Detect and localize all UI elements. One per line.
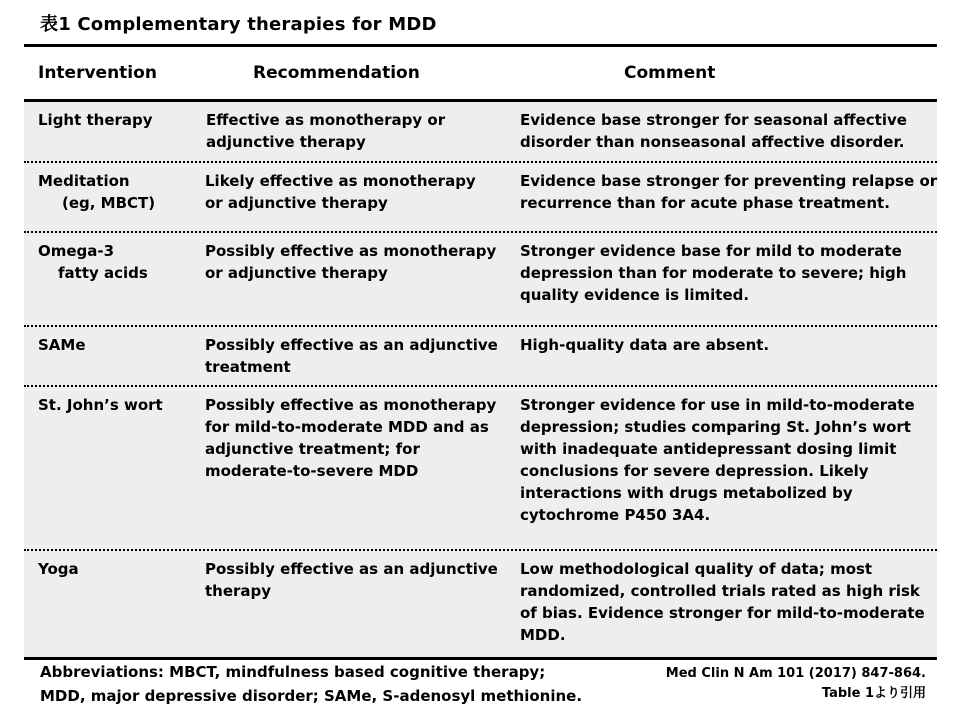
cell-line: SAMe — [38, 336, 86, 354]
table-title: 表1 Complementary therapies for MDD — [40, 14, 437, 35]
cell-line: Meditation — [38, 172, 130, 190]
citation-line: Med Clin N Am 101 (2017) 847-864. — [665, 666, 926, 681]
cell-line: depression; studies comparing St. John’s wort — [520, 418, 911, 436]
cell-line: Possibly effective as monotherapy — [205, 396, 497, 414]
cell-line: therapy — [205, 582, 272, 600]
header-intervention: Intervention — [38, 63, 157, 83]
abbreviations-line: MDD, major depressive disorder; SAMe, S-adenosyl methionine. — [40, 687, 583, 705]
cell-line: adjunctive treatment; for — [205, 440, 420, 458]
table-header — [24, 47, 937, 99]
abbreviations-note — [40, 660, 582, 708]
cell-line: Possibly effective as an adjunctive — [205, 560, 498, 578]
cell-intervention — [38, 558, 208, 580]
cell-line: High-quality data are absent. — [520, 336, 770, 354]
cell-line: for mild-to-moderate MDD and as — [205, 418, 489, 436]
cell-intervention — [38, 109, 208, 131]
header-comment: Comment — [624, 63, 716, 83]
cell-line: or adjunctive therapy — [205, 194, 388, 212]
cell-line: Light therapy — [38, 111, 153, 129]
therapies-table — [24, 44, 937, 660]
table-row-omega-3 — [24, 231, 937, 325]
cell-recommendation — [205, 394, 520, 482]
abbreviations-line: Abbreviations: MBCT, mindfulness based cognitive therapy; — [40, 663, 546, 681]
cell-comment — [520, 334, 935, 356]
cell-line: Stronger evidence for use in mild-to-moderate — [520, 396, 915, 414]
cell-line: fatty acids — [58, 264, 148, 282]
cell-recommendation — [205, 558, 520, 602]
cell-line: depression than for moderate to severe; high — [520, 264, 907, 282]
cell-line: Effective as monotherapy or — [206, 111, 446, 129]
cell-line: interactions with drugs metabolized by — [520, 484, 853, 502]
table-row-yoga — [24, 549, 937, 657]
cell-line: moderate-to-severe MDD — [205, 462, 419, 480]
cell-line: of bias. Evidence stronger for mild-to-moderate — [520, 604, 925, 622]
cell-comment — [520, 240, 935, 306]
table-row-same — [24, 325, 937, 385]
cell-recommendation — [205, 170, 520, 214]
cell-line: Evidence base stronger for seasonal affective — [520, 111, 907, 129]
cell-line: Stronger evidence base for mild to moderate — [520, 242, 902, 260]
cell-line: with inadequate antidepressant dosing limit — [520, 440, 897, 458]
cell-recommendation — [206, 109, 521, 153]
cell-intervention — [38, 240, 208, 284]
cell-recommendation — [205, 334, 520, 378]
cell-line: Evidence base stronger for preventing relapse or — [520, 172, 938, 190]
cell-line: randomized, controlled trials rated as high risk — [520, 582, 920, 600]
table-row-st-johns-wort — [24, 385, 937, 549]
cell-line: (eg, MBCT) — [62, 194, 156, 212]
cell-line: MDD. — [520, 626, 566, 644]
citation-note — [666, 664, 926, 704]
cell-line: Possibly effective as an adjunctive — [205, 336, 498, 354]
cell-line: St. John’s wort — [38, 396, 163, 414]
cell-line: recurrence than for acute phase treatment. — [520, 194, 890, 212]
cell-line: cytochrome P450 3A4. — [520, 506, 711, 524]
table-row-light-therapy — [24, 102, 937, 161]
table-row-meditation — [24, 161, 937, 231]
cell-line: Omega-3 — [38, 242, 115, 260]
cell-comment — [520, 558, 935, 646]
cell-intervention — [38, 170, 208, 214]
cell-line: Possibly effective as monotherapy — [205, 242, 497, 260]
citation-line: Table 1より引用 — [821, 686, 926, 701]
cell-comment — [520, 394, 935, 526]
cell-line: quality evidence is limited. — [520, 286, 750, 304]
cell-line: Yoga — [38, 560, 79, 578]
cell-recommendation — [205, 240, 520, 284]
cell-comment — [520, 170, 938, 214]
cell-line: Low methodological quality of data; most — [520, 560, 873, 578]
cell-line: Likely effective as monotherapy — [205, 172, 476, 190]
cell-intervention — [38, 394, 208, 416]
cell-line: or adjunctive therapy — [205, 264, 388, 282]
cell-intervention — [38, 334, 208, 356]
cell-line: treatment — [205, 358, 291, 376]
cell-line: adjunctive therapy — [206, 133, 366, 151]
cell-line: conclusions for severe depression. Likely — [520, 462, 869, 480]
cell-line: disorder than nonseasonal affective disorder. — [520, 133, 905, 151]
cell-comment — [520, 109, 935, 153]
header-recommendation: Recommendation — [253, 63, 420, 83]
